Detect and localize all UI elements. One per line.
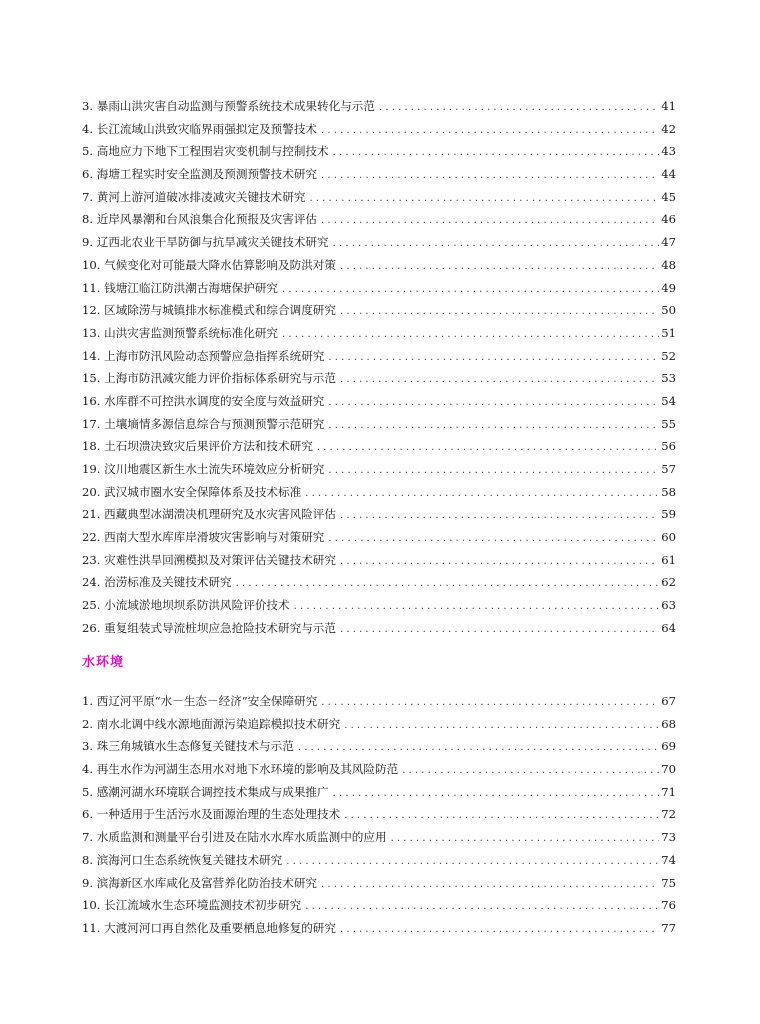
dot-leader: [282, 324, 659, 347]
toc-entry[interactable]: [82, 713, 676, 736]
dot-leader: [328, 528, 659, 551]
toc-entry-page-number: 44: [661, 167, 676, 182]
toc-entry-title: 11. 钱塘江临江防洪潮古海塘保护研究: [82, 280, 279, 295]
toc-entry[interactable]: [82, 413, 676, 436]
toc-entry-page-number: 70: [661, 762, 676, 777]
dot-leader: [344, 715, 659, 738]
toc-entry[interactable]: [82, 758, 676, 781]
dot-leader: [328, 347, 659, 370]
toc-entry[interactable]: [82, 458, 676, 481]
toc-entry-title: 6. 一种适用于生活污水及面源治理的生态处理技术: [82, 807, 341, 822]
toc-entry[interactable]: [82, 435, 676, 458]
toc-entry-page-number: 76: [661, 898, 676, 913]
toc-entry-title: 9. 滨海新区水库咸化及富营养化防治技术研究: [82, 875, 318, 890]
toc-entry[interactable]: [82, 571, 676, 594]
toc-entry[interactable]: [82, 345, 676, 368]
toc-entry-page-number: 48: [661, 257, 676, 272]
dot-leader: [321, 165, 659, 188]
toc-entry-title: 21. 西藏典型冰湖溃决机理研究及水灾害风险评估: [82, 507, 336, 522]
toc-entry-page-number: 56: [661, 439, 676, 454]
toc-entry-page-number: 73: [661, 830, 676, 845]
toc-entry[interactable]: [82, 208, 676, 231]
toc-entry-page-number: 60: [661, 530, 676, 545]
toc-entry-page-number: 42: [661, 121, 676, 136]
toc-entry-page-number: 52: [661, 348, 676, 363]
dot-leader: [328, 415, 659, 438]
toc-entry-title: 8. 近岸风暴潮和台风浪集合化预报及灾害评估: [82, 212, 318, 227]
toc-entry-title: 26. 重复组装式导流桩坝应急抢险技术研究与示范: [82, 620, 336, 635]
toc-entry[interactable]: [82, 277, 676, 300]
toc-entry[interactable]: [82, 872, 676, 895]
toc-entry-title: 7. 水质监测和测量平台引进及在陆水水库水质监测中的应用: [82, 830, 387, 845]
toc-entry-page-number: 49: [661, 280, 676, 295]
toc-entry-page-number: 67: [661, 694, 676, 708]
toc-list-section1: [82, 95, 676, 640]
dot-leader: [321, 120, 659, 143]
toc-entry[interactable]: [82, 140, 676, 163]
toc-entry-title: 22. 西南大型水库库岸滑坡灾害影响与对策研究: [82, 530, 325, 545]
dot-leader: [340, 369, 659, 392]
toc-entry-title: 24. 治涝标准及关键技术研究: [82, 575, 232, 590]
toc-entry[interactable]: [82, 803, 676, 826]
dot-leader: [321, 692, 659, 715]
toc-entry-title: 18. 土石坝溃决致灾后果评价方法和技术研究: [82, 439, 313, 454]
toc-list-section2: [82, 690, 676, 940]
toc-entry-title: 16. 水库群不可控洪水调度的安全度与效益研究: [82, 393, 325, 408]
toc-entry-title: 5. 感潮河湖水环境联合调控技术集成与成果推广: [82, 784, 329, 799]
dot-leader: [379, 97, 659, 120]
toc-entry[interactable]: [82, 390, 676, 413]
toc-entry-title: 13. 山洪灾害监测预警系统标准化研究: [82, 325, 279, 340]
toc-entry-title: 23. 灾难性洪旱回溯模拟及对策评估关键技术研究: [82, 552, 336, 567]
dot-leader: [294, 596, 660, 619]
toc-entry-title: 6. 海塘工程实时安全监测及预测预警技术研究: [82, 167, 318, 182]
toc-entry-title: 14. 上海市防汛风险动态预警应急指挥系统研究: [82, 348, 325, 363]
toc-entry-page-number: 59: [661, 507, 676, 522]
dot-leader: [402, 760, 659, 783]
toc-entry-title: 2. 南水北调中线水源地面源污染追踪模拟技术研究: [82, 716, 341, 731]
toc-entry-title: 10. 气候变化对可能最大降水估算影响及防洪对策: [82, 257, 336, 272]
dot-leader: [321, 210, 659, 233]
dot-leader: [333, 233, 660, 256]
toc-entry-page-number: 69: [661, 739, 676, 754]
toc-entry-title: 7. 黄河上游河道破冰排凌减灾关键技术研究: [82, 189, 306, 204]
toc-entry-title: 5. 高地应力下地下工程围岩灾变机制与控制技术: [82, 144, 329, 159]
toc-entry-page-number: 54: [661, 393, 676, 408]
toc-entry[interactable]: [82, 894, 676, 917]
toc-entry-title: 1. 西辽河平原“水－生态－经济”安全保障研究: [82, 694, 318, 708]
toc-entry[interactable]: [82, 231, 676, 254]
dot-leader: [321, 874, 659, 897]
toc-entry-page-number: 58: [661, 484, 676, 499]
toc-entry-page-number: 47: [661, 235, 676, 250]
toc-entry-page-number: 50: [661, 303, 676, 318]
toc-entry[interactable]: [82, 735, 676, 758]
toc-entry-page-number: 68: [661, 716, 676, 731]
toc-entry-title: 11. 大渡河河口再自然化及重要栖息地修复的研究: [82, 920, 336, 935]
toc-entry-page-number: 75: [661, 875, 676, 890]
dot-leader: [340, 505, 659, 528]
toc-entry[interactable]: [82, 594, 676, 617]
toc-entry-title: 19. 汶川地震区新生水土流失环境效应分析研究: [82, 462, 325, 476]
toc-entry-title: 20. 武汉城市圈水安全保障体系及技术标准: [82, 484, 302, 499]
dot-leader: [236, 573, 660, 596]
toc-entry-title: 3. 暴雨山洪灾害自动监测与预警系统技术成果转化与示范: [82, 99, 375, 113]
toc-entry-title: 15. 上海市防汛减灾能力评价指标体系研究与示范: [82, 371, 336, 386]
toc-entry-page-number: 71: [661, 784, 676, 799]
dot-leader: [344, 805, 659, 828]
toc-entry[interactable]: [82, 186, 676, 209]
dot-leader: [391, 828, 660, 851]
toc-entry-page-number: 41: [661, 99, 676, 113]
toc-entry-page-number: 62: [661, 575, 676, 590]
dot-leader: [340, 551, 659, 574]
dot-leader: [298, 737, 659, 760]
dot-leader: [328, 460, 659, 483]
toc-entry[interactable]: [82, 549, 676, 572]
toc-entry[interactable]: [82, 526, 676, 549]
dot-leader: [340, 256, 659, 279]
toc-entry[interactable]: [82, 163, 676, 186]
dot-leader: [340, 301, 659, 324]
toc-entry-title: 3. 珠三角城镇水生态修复关键技术与示范: [82, 739, 294, 754]
toc-entry[interactable]: [82, 503, 676, 526]
dot-leader: [286, 851, 659, 874]
toc-entry-title: 4. 长江流域山洪致灾临界雨强拟定及预警技术: [82, 121, 318, 136]
dot-leader: [282, 279, 659, 302]
toc-entry-page-number: 63: [661, 598, 676, 613]
toc-entry-page-number: 43: [661, 144, 676, 159]
toc-entry[interactable]: [82, 95, 676, 118]
dot-leader: [333, 142, 660, 165]
dot-leader: [333, 783, 660, 806]
dot-leader: [305, 483, 659, 506]
toc-entry[interactable]: [82, 917, 676, 940]
dot-leader: [317, 437, 659, 460]
toc-entry[interactable]: [82, 367, 676, 390]
toc-entry-title: 8. 滨海河口生态系统恢复关键技术研究: [82, 852, 283, 867]
dot-leader: [340, 619, 659, 642]
toc-entry[interactable]: [82, 299, 676, 322]
toc-entry-page-number: 64: [661, 620, 676, 635]
toc-entry[interactable]: [82, 849, 676, 872]
dot-leader: [328, 392, 659, 415]
toc-entry-title: 17. 土壤墒情多源信息综合与预测预警示范研究: [82, 416, 325, 431]
toc-entry-title: 4. 再生水作为河湖生态用水对地下水环境的影响及其风险防范: [82, 762, 399, 777]
toc-entry-page-number: 74: [661, 852, 676, 867]
toc-entry-page-number: 55: [661, 416, 676, 431]
toc-entry-page-number: 61: [661, 552, 676, 567]
toc-entry-page-number: 51: [661, 325, 676, 340]
toc-entry[interactable]: [82, 690, 676, 713]
dot-leader: [340, 919, 659, 942]
section-heading-water-environment: 水环境: [82, 655, 125, 670]
toc-entry-page-number: 46: [661, 212, 676, 227]
toc-entry[interactable]: [82, 481, 676, 504]
toc-entry[interactable]: [82, 118, 676, 141]
dot-leader: [309, 188, 659, 211]
toc-entry[interactable]: [82, 781, 676, 804]
toc-entry-title: 12. 区域除涝与城镇排水标准模式和综合调度研究: [82, 303, 336, 318]
toc-entry-title: 9. 辽西北农业干旱防御与抗旱减灾关键技术研究: [82, 235, 329, 250]
toc-entry-title: 25. 小流域淤地坝坝系防洪风险评价技术: [82, 598, 290, 613]
toc-entry[interactable]: [82, 254, 676, 277]
dot-leader: [305, 896, 659, 919]
toc-entry[interactable]: [82, 617, 676, 640]
toc-entry-page-number: 72: [661, 807, 676, 822]
toc-entry[interactable]: [82, 826, 676, 849]
toc-entry-page-number: 77: [661, 920, 676, 935]
toc-entry-page-number: 57: [661, 462, 676, 476]
toc-entry-title: 10. 长江流域水生态环境监测技术初步研究: [82, 898, 302, 913]
toc-entry-page-number: 45: [661, 189, 676, 204]
toc-entry-page-number: 53: [661, 371, 676, 386]
toc-entry[interactable]: [82, 322, 676, 345]
